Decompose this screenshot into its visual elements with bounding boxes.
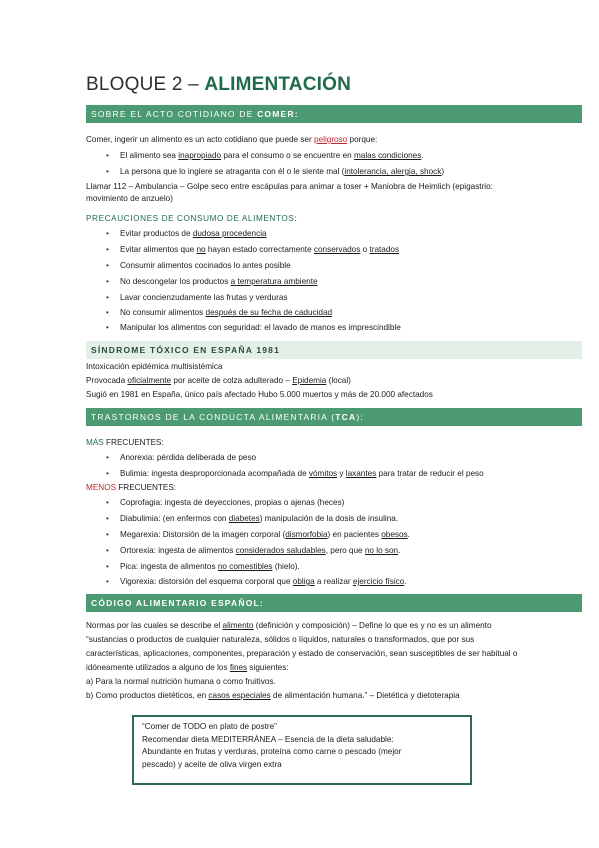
list-item: • Lavar concienzudamente las frutas y verduras <box>120 292 287 303</box>
paragraph-line: Provocada oficialmente por aceite de colza adulterado – Epidemia (local) <box>86 376 351 385</box>
section-header-sindrome: SÍNDROME TÓXICO EN ESPAÑA 1981 <box>86 341 582 359</box>
list-item: • Diabulimia: (en enfermos con diabetes) manipulación de la dosis de insulina. <box>120 513 398 524</box>
list-item: • Vigorexia: distorsión del esquema corporal que obliga a realizar ejercicio físico. <box>120 576 407 587</box>
box-line: Abundante en frutas y verduras, proteína como carne o pescado (mejor <box>142 747 402 756</box>
paragraph-line: a) Para la normal nutrición humana o como fruitivos. <box>86 677 276 686</box>
box-line: Recomendar dieta MEDITERRÁNEA – Esencia de la dieta saludable: <box>142 734 394 744</box>
section-header-comer: SOBRE EL ACTO COTIDIANO DE COMER: <box>86 105 582 123</box>
list-item: • Bulimia: ingesta desproporcionada acompañada de vómitos y laxantes para tratar de reducir el peso <box>120 468 484 479</box>
paragraph-line: Intoxicación epidémica multisistémica <box>86 362 223 371</box>
paragraph-line: idóneamente utilizados a alguno de los fines siguientes: <box>86 663 289 672</box>
paragraph-line: Llamar 112 – Ambulancia – Golpe seco entre escápulas para animar a toser + Maniobra de Heimlich (epigastrio: <box>86 182 493 191</box>
paragraph-line: Sugió en 1981 en España, único país afectado Hubo 5.000 muertos y más de 20.000 afectados <box>86 390 433 399</box>
list-item: • Pica: ingesta de alimentos no comestibles (hielo). <box>120 561 300 572</box>
list-item: • Evitar productos de dudosa procedencia <box>120 228 267 239</box>
box-line: pescado) y aceite de oliva virgen extra <box>142 759 282 769</box>
list-item: • Consumir alimentos cocinados lo antes posible <box>120 260 291 271</box>
subheading-mas-frecuentes: MÁS FRECUENTES: <box>86 438 164 447</box>
subheading-menos-frecuentes: MENOS FRECUENTES: <box>86 483 177 492</box>
list-item: • No descongelar los productos a temperatura ambiente <box>120 276 318 287</box>
list-item: • Ortorexia: ingesta de alimentos considerados saludables, pero que no lo son. <box>120 545 400 556</box>
list-item: • Anorexia: pérdida deliberada de peso <box>120 452 256 463</box>
list-item: • La persona que lo ingiere se atraganta con él o le siente mal (intolerancia, alergia, shock) <box>120 166 444 177</box>
list-item: • Manipular los alimentos con seguridad: el lavado de manos es imprescindible <box>120 322 401 333</box>
intro-line: Comer, ingerir un alimento es un acto cotidiano que puede ser peligroso porque: <box>86 135 378 144</box>
list-item: • Evitar alimentos que no hayan estado correctamente conservados o tratados <box>120 244 399 255</box>
paragraph-line: b) Como productos dietéticos, en casos especiales de alimentación humana.” – Dietética y dietoterapia <box>86 691 460 700</box>
list-item: • Megarexia: Distorsión de la imagen corporal (dismorfobia) en pacientes obesos. <box>120 529 410 540</box>
section-header-codigo: CÓDIGO ALIMENTARIO ESPAÑOL: <box>86 594 582 612</box>
box-line: “Comer de TODO en plato de postre” <box>142 722 277 731</box>
paragraph-line: “sustancias o productos de cualquier naturaleza, sólidos o líquidos, naturales o transformados, que por sus <box>86 635 475 644</box>
subheading-precauciones: PRECAUCIONES DE CONSUMO DE ALIMENTOS: <box>86 214 298 223</box>
list-item: • Coprofagia: ingesta de deyecciones, propias o ajenas (heces) <box>120 497 344 508</box>
diet-recommendation-box <box>132 715 472 785</box>
page-title: BLOQUE 2 – ALIMENTACIÓN <box>86 74 352 95</box>
list-item: • No consumir alimentos después de su fecha de caducidad <box>120 307 332 318</box>
list-item: • El alimento sea inapropiado para el consumo o se encuentre en malas condiciones. <box>120 150 424 161</box>
section-header-tca: TRASTORNOS DE LA CONDUCTA ALIMENTARIA (TCA): <box>86 408 582 426</box>
paragraph-line: Normas por las cuales se describe el alimento (definición y composición) – Define lo que es y no es un alimento <box>86 621 492 630</box>
paragraph-line: características, aplicaciones, componentes, preparación y estado de conservación, sean susceptibles de ser habitual o <box>86 649 518 658</box>
paragraph-line: movimiento de anzuelo) <box>86 194 173 203</box>
